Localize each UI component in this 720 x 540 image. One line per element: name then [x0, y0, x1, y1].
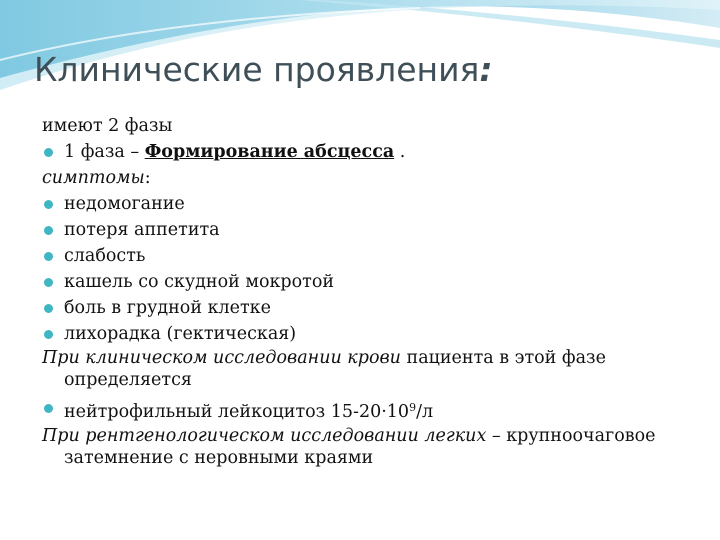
symptom-item: потеря аппетита [42, 217, 702, 243]
phase1-suffix: . [399, 142, 406, 162]
xray-italic: При рентгенологическом исследовании легких – [42, 426, 501, 446]
leukocytosis-suffix: /л [416, 402, 434, 422]
symptoms-label: симптомы [42, 168, 145, 188]
symptoms-colon: : [144, 168, 151, 188]
xray-rest: крупноочаговое затемнение с неровными краями [64, 426, 656, 468]
symptom-item: боль в грудной клетке [42, 295, 702, 321]
leukocytosis-bullet [42, 395, 702, 425]
xray-paragraph [42, 425, 702, 469]
symptoms-heading [42, 165, 702, 191]
slide-content [42, 113, 702, 473]
blood-test-paragraph [42, 347, 702, 391]
phase1-name: Формирование абсцесса [144, 142, 395, 162]
symptom-item: лихорадка (гектическая) [42, 321, 702, 347]
symptom-item: слабость [42, 243, 702, 269]
slide-title [34, 50, 493, 89]
intro-line: имеют 2 фазы [42, 116, 173, 136]
blood-test-italic: При клиническом исследовании крови [42, 348, 401, 368]
symptom-item: недомогание [42, 191, 702, 217]
slide-title-colon: : [479, 50, 493, 89]
leukocytosis-prefix: нейтрофильный лейкоцитоз 15-20·10 [64, 402, 410, 422]
leukocytosis-exponent: 9 [409, 401, 417, 414]
slide-title-text: Клинические проявления [34, 50, 480, 89]
symptom-item: кашель со скудной мокротой [42, 269, 702, 295]
phase1-bullet [42, 139, 702, 165]
phase1-prefix: 1 фаза – [64, 142, 145, 162]
blood-test-rest: пациента в этой фазе определяется [64, 348, 606, 390]
